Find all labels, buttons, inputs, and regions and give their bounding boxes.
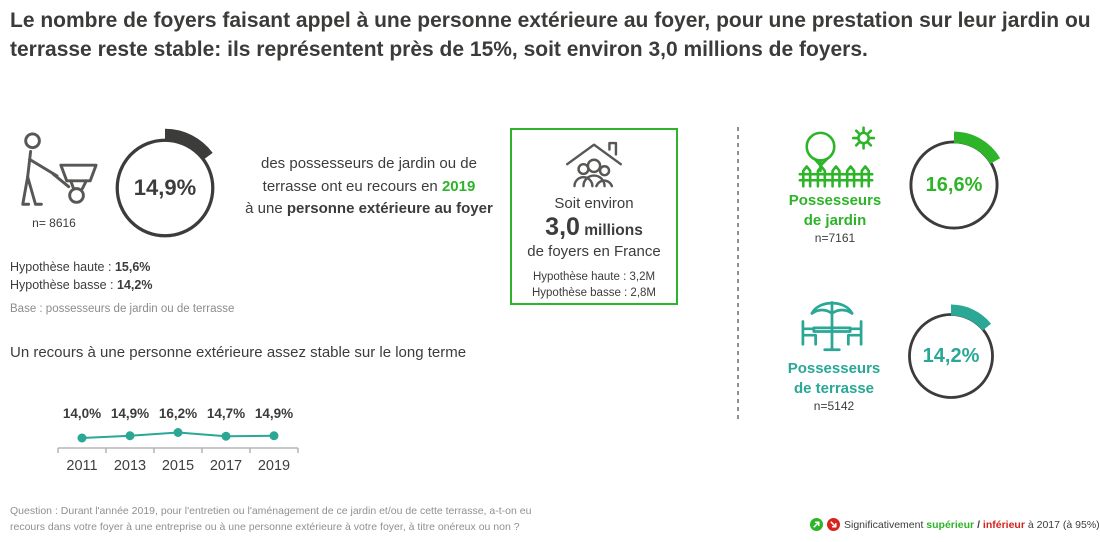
sample-size-terrasse: n=5142	[813, 399, 855, 413]
desc-line3: à une	[245, 200, 287, 217]
house-family-icon	[562, 139, 626, 191]
hyp-high-value: 15,6%	[114, 260, 151, 274]
svg-text:2011: 2011	[66, 458, 98, 474]
svg-text:2019: 2019	[257, 458, 291, 474]
significance-legend	[810, 518, 1100, 531]
millions-box	[510, 128, 678, 305]
segment-jardin-label: Possesseurs de jardin	[788, 192, 882, 229]
sample-size-overall: n= 8616	[32, 216, 76, 230]
jardin-donut-chart	[899, 130, 1009, 240]
trend-chart	[42, 394, 314, 478]
svg-text:14,9%: 14,9%	[254, 406, 294, 421]
gardener-wheelbarrow-icon	[12, 130, 100, 216]
segment-terrasse-label: Possesseurs de terrasse	[787, 360, 881, 397]
svg-text:14,9%: 14,9%	[110, 406, 150, 421]
arrow-up-icon	[810, 518, 823, 531]
terrasse-donut-value: 14,2%	[922, 344, 980, 367]
millions-line3: de foyers en France	[527, 242, 661, 260]
svg-text:16,2%: 16,2%	[158, 406, 198, 421]
question-note: Question : Durant l'année 2019, pour l'entretien ou l'aménagement de ce jardin et/ou de cette terrasse, a-t-on eu recours dans votre foyer à une entreprise ou à une personne extérieure à votre foyer, à titre onéreux ou non ?	[10, 505, 532, 533]
overall-description	[230, 153, 508, 221]
desc-line2: terrasse ont eu recours en	[262, 177, 442, 195]
svg-text:14,7%: 14,7%	[206, 406, 246, 421]
garden-icon	[794, 126, 878, 188]
arrow-down-icon	[827, 518, 840, 531]
desc-line3-bold: personne extérieure au foyer	[286, 200, 493, 217]
section-divider	[737, 127, 739, 423]
legend-pre: Significativement	[844, 518, 927, 531]
legend-inferieur: inférieur	[982, 518, 1025, 531]
overall-hypotheses	[10, 258, 152, 294]
base-note: Base : possesseurs de jardin ou de terrasse	[10, 303, 235, 315]
millions-line1: Soit environ	[554, 195, 634, 212]
hyp-low-label: Hypothèse basse :	[10, 278, 118, 293]
hyp-low-value: 14,2%	[117, 278, 153, 293]
svg-text:2015: 2015	[161, 458, 195, 474]
legend-separator: /	[974, 518, 983, 531]
desc-line1: des possesseurs de jardin ou de	[261, 155, 477, 172]
svg-text:2013: 2013	[113, 458, 147, 474]
svg-text:2017: 2017	[209, 458, 243, 474]
millions-value: 3,0	[545, 213, 580, 241]
sample-size-jardin: n=7161	[814, 231, 856, 245]
legend-superieur: supérieur	[926, 518, 975, 531]
terrace-icon	[788, 297, 876, 357]
desc-year: 2019	[441, 177, 476, 195]
millions-hyp-low: Hypothèse basse : 2,8M	[531, 287, 656, 300]
millions-hyp-high: Hypothèse haute : 3,2M	[532, 270, 656, 283]
terrasse-donut-chart	[898, 303, 1004, 409]
millions-suffix: millions	[579, 222, 643, 239]
page-title: Le nombre de foyers faisant appel à une personne extérieure au foyer, pour une prestation sur leur jardin ou terrasse reste stable: ils représentent près de 15%, soit environ 3,0 millions de foyers.	[10, 9, 1091, 62]
hyp-high-label: Hypothèse haute :	[10, 260, 115, 274]
overall-donut-chart	[104, 127, 226, 249]
trend-heading: Un recours à une personne extérieure assez stable sur le long terme	[10, 344, 467, 361]
legend-post: à 2017 (à 95%)	[1024, 518, 1100, 531]
svg-text:14,0%: 14,0%	[62, 406, 102, 421]
jardin-donut-value: 16,6%	[925, 173, 983, 196]
overall-donut-value: 14,9%	[133, 175, 197, 200]
